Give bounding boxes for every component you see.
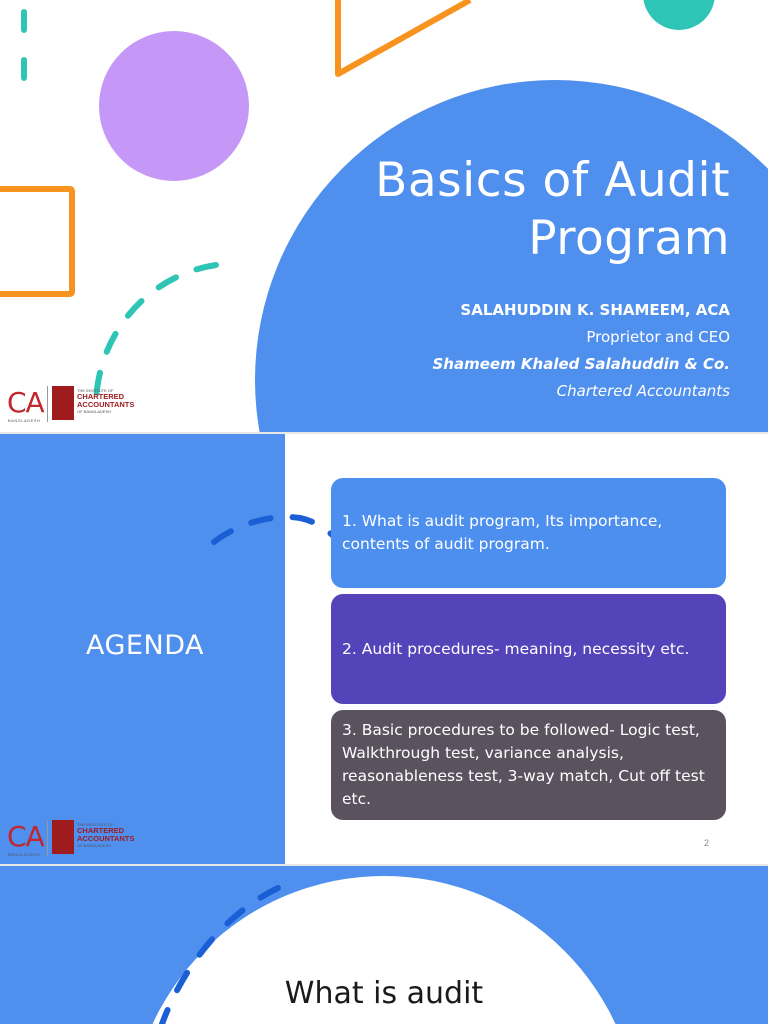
ca-logo-text: CA [7, 820, 44, 853]
title-line-1: Basics of Audit [375, 153, 730, 208]
title-line-2: Program [528, 211, 730, 266]
teal-circle-shape [643, 0, 715, 30]
icab-logo [7, 818, 135, 858]
lavender-circle-shape [99, 31, 249, 181]
page-number: 2 [704, 838, 710, 848]
presenter-name: SALAHUDDIN K. SHAMEEM, ACA [460, 301, 730, 319]
institute-emblem-icon [52, 820, 74, 854]
ca-logo-text: CA [7, 386, 44, 419]
institute-name [77, 822, 134, 848]
presenter-info [310, 297, 730, 405]
institute-line-2: CHARTERED [77, 826, 125, 835]
institute-line-2: CHARTERED [77, 392, 125, 401]
slide3-title: What is audit [284, 976, 484, 1011]
orange-triangle-shape [338, 0, 470, 74]
ca-logo-subtext: BANGLADESH [8, 418, 41, 423]
orange-square-shape [0, 189, 72, 294]
institute-line-1: THE INSTITUTE OF [77, 822, 114, 827]
agenda-item-2 [331, 594, 726, 704]
logo-divider [47, 386, 48, 422]
title-slide [0, 0, 768, 432]
institute-name [77, 388, 134, 414]
icab-logo [7, 384, 135, 424]
agenda-item-3-text: 3. Basic procedures to be followed- Logic test, Walkthrough test, variance analysis, reasonableness test, 3-way match, Cut off test etc. [342, 721, 705, 808]
what-is-audit-slide [0, 866, 768, 1024]
institute-line-4: OF BANGLADESH [77, 843, 112, 848]
institute-line-3: ACCOUNTANTS [77, 834, 135, 843]
teal-dashed-arc [96, 265, 216, 400]
agenda-title: AGENDA [86, 630, 204, 661]
agenda-item-1-text: 1. What is audit program, Its importance, contents of audit program. [342, 512, 663, 553]
agenda-item-3 [331, 710, 726, 820]
presenter-role: Proprietor and CEO [586, 328, 730, 346]
agenda-slide [0, 434, 768, 864]
institute-line-3: ACCOUNTANTS [77, 400, 135, 409]
agenda-item-1 [331, 478, 726, 588]
firm-type: Chartered Accountants [556, 382, 730, 400]
institute-line-4: OF BANGLADESH [77, 409, 112, 414]
institute-line-1: THE INSTITUTE OF [77, 388, 114, 393]
presentation-title [310, 152, 730, 268]
firm-name: Shameem Khaled Salahuddin & Co. [432, 355, 730, 373]
logo-divider [47, 820, 48, 856]
agenda-item-2-text: 2. Audit procedures- meaning, necessity etc. [342, 639, 690, 658]
institute-emblem-icon [52, 386, 74, 420]
ca-logo-subtext: BANGLADESH [8, 852, 41, 857]
